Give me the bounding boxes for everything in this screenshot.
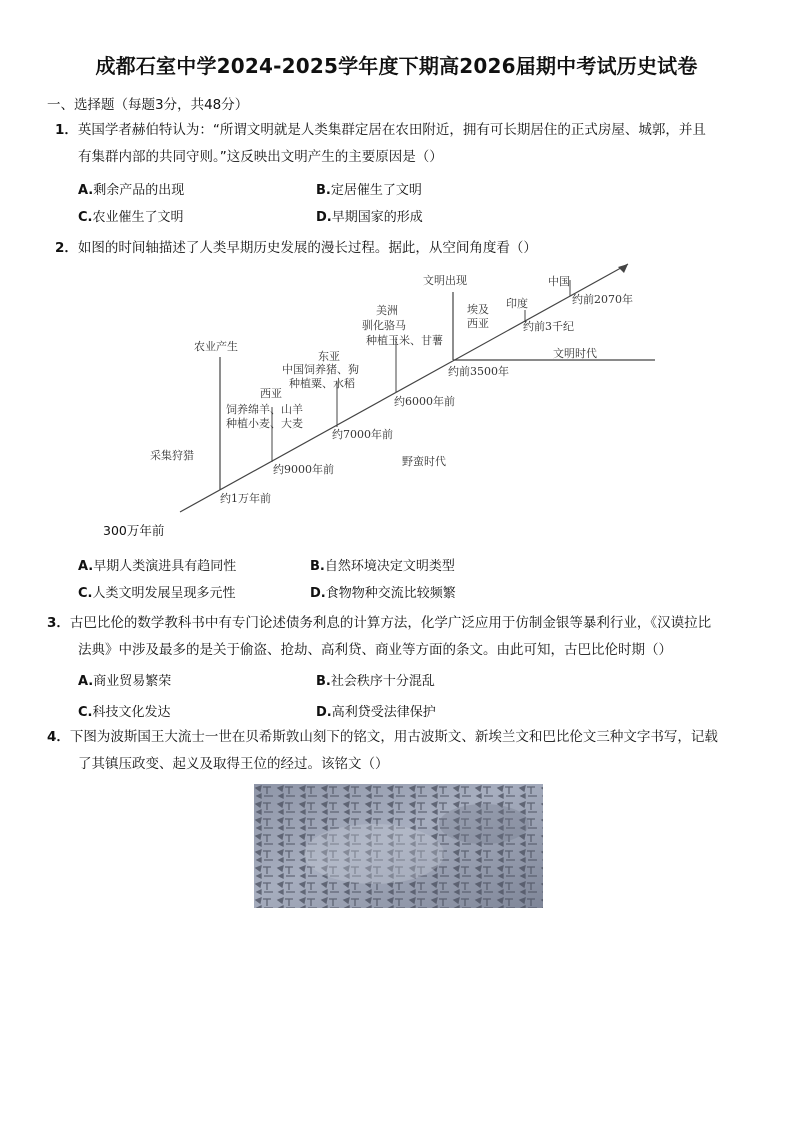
label-westasia-civ: 西亚 bbox=[467, 317, 489, 330]
question-text-line1: 英国学者赫伯特认为：“所谓文明就是人类集群定居在农田附近，拥有可长期居住的正式房屋、城郭，并且 bbox=[77, 122, 706, 138]
q2-option-c[interactable]: C.人类文明发展呈现多元性 bbox=[78, 586, 236, 601]
q3-option-a[interactable]: A.商业贸易繁荣 bbox=[78, 674, 172, 689]
label-civ-appear: 文明出现 bbox=[423, 274, 467, 287]
label-10000: 约1万年前 bbox=[220, 492, 271, 505]
label-eastasia-crops: 种植粟、水稻 bbox=[289, 377, 355, 390]
question-1 bbox=[55, 117, 706, 143]
q3-option-d[interactable]: D.高利贷受法律保护 bbox=[316, 705, 436, 720]
q3-option-c[interactable]: C.科技文化发达 bbox=[78, 705, 171, 720]
q1-option-b[interactable]: B.定居催生了文明 bbox=[316, 183, 422, 198]
label-9000: 约9000年前 bbox=[273, 463, 334, 476]
label-gather: 采集狩猎 bbox=[150, 449, 194, 462]
question-4-line2: 了其镇压政变、起义及取得王位的经过。该铭文（） bbox=[78, 756, 389, 772]
behistun-inscription-image bbox=[254, 784, 543, 908]
question-number: 3． bbox=[47, 615, 70, 631]
label-barbarian: 野蛮时代 bbox=[402, 455, 446, 468]
exam-title: 成都石室中学2024-2025学年度下期高2026届期中考试历史试卷 bbox=[95, 54, 698, 78]
q1-option-a[interactable]: A.剩余产品的出现 bbox=[78, 183, 185, 198]
label-westasia-crops: 种植小麦、大麦 bbox=[226, 417, 303, 430]
q1-option-c[interactable]: C.农业催生了文明 bbox=[78, 210, 184, 225]
question-3 bbox=[47, 610, 711, 636]
q2-option-b[interactable]: B.自然环境决定文明类型 bbox=[310, 559, 455, 574]
q2-option-d[interactable]: D.食物物种交流比较频繁 bbox=[310, 586, 456, 601]
question-1-line2: 有集群内部的共同守则。”这反映出文明产生的主要原因是（） bbox=[78, 149, 443, 165]
section-heading: 一、选择题（每题3分，共48分） bbox=[47, 97, 249, 113]
label-china: 中国 bbox=[548, 275, 570, 288]
label-3500: 约前3500年 bbox=[448, 365, 509, 378]
q2-option-a[interactable]: A.早期人类演进具有趋同性 bbox=[78, 559, 237, 574]
timeline-figure bbox=[140, 262, 660, 520]
label-americas-llama: 驯化骆马 bbox=[362, 319, 406, 332]
label-eastasia-animals: 中国饲养猪、狗 bbox=[282, 363, 359, 376]
timeline-caption-300: 300万年前 bbox=[103, 523, 165, 538]
q1-option-d[interactable]: D.早期国家的形成 bbox=[316, 210, 423, 225]
label-egypt: 埃及 bbox=[467, 303, 489, 316]
question-number: 4． bbox=[47, 729, 70, 745]
question-text-line1: 如图的时间轴描述了人类早期历史发展的漫长过程。据此，从空间角度看（） bbox=[77, 240, 537, 256]
question-number: 2． bbox=[55, 240, 78, 256]
timeline-arrow bbox=[618, 264, 628, 273]
label-agri: 农业产生 bbox=[194, 340, 238, 353]
label-india: 印度 bbox=[506, 297, 528, 310]
label-3000: 约前3千纪 bbox=[523, 320, 574, 333]
question-number: 1． bbox=[55, 122, 78, 138]
label-westasia: 西亚 bbox=[260, 387, 282, 400]
label-americas-crops: 种植玉米、甘薯 bbox=[366, 334, 443, 347]
label-americas: 美洲 bbox=[376, 304, 398, 317]
label-civ-era: 文明时代 bbox=[553, 347, 597, 360]
question-3-line2: 法典》中涉及最多的是关于偷盗、抢劫、高利贷、商业等方面的条文。由此可知，古巴比伦时期（） bbox=[78, 642, 672, 658]
q3-option-b[interactable]: B.社会秩序十分混乱 bbox=[316, 674, 435, 689]
label-2070: 约前2070年 bbox=[572, 293, 633, 306]
question-2 bbox=[55, 235, 537, 261]
question-text-line1: 古巴比伦的数学教科书中有专门论述债务利息的计算方法，化学广泛应用于仿制金银等暴利行业，《汉谟拉比 bbox=[69, 615, 712, 631]
cuneiform-stone-illustration bbox=[254, 784, 543, 908]
label-7000: 约7000年前 bbox=[332, 428, 393, 441]
question-text-line1: 下图为波斯国王大流士一世在贝希斯敦山刻下的铭文，用古波斯文、新埃兰文和巴比伦文三种文字书写，记载 bbox=[69, 729, 718, 745]
label-eastasia: 东亚 bbox=[318, 350, 340, 363]
label-westasia-animals: 饲养绵羊、山羊 bbox=[226, 403, 303, 416]
label-6000: 约6000年前 bbox=[394, 395, 455, 408]
timeline-axis bbox=[180, 264, 628, 512]
question-4 bbox=[47, 724, 718, 750]
